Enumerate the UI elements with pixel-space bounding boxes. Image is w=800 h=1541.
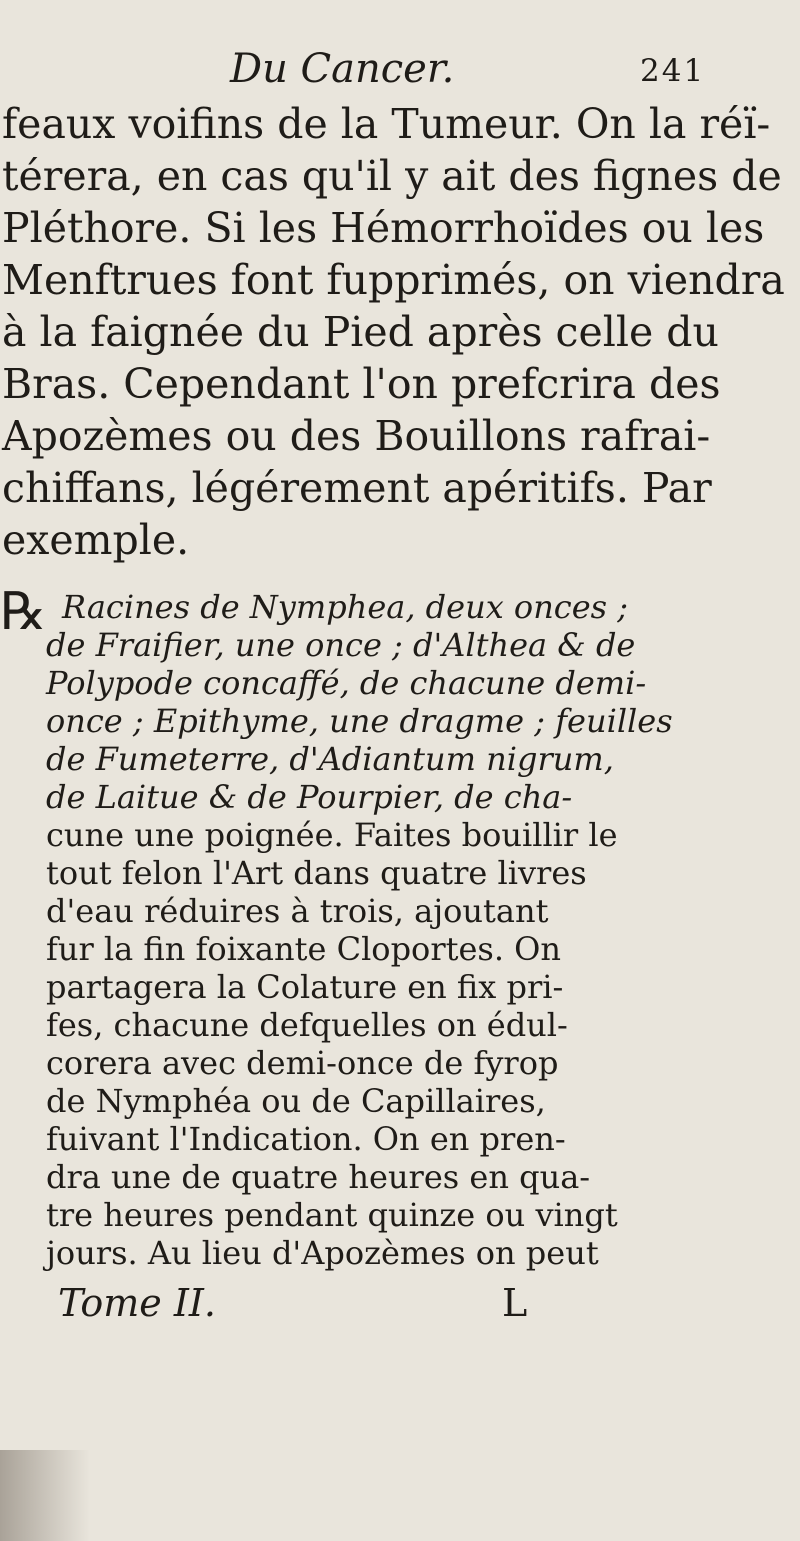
text-line: tout felon l'Art dans quatre livres <box>46 854 587 892</box>
text-line: partagera la Colature en fix pri- <box>46 968 564 1006</box>
text-line: de Laitue & de Pourpier, de cha- <box>46 778 573 816</box>
running-title: Du Cancer. <box>230 46 455 92</box>
text-line: corera avec demi-once de fyrop <box>46 1044 559 1082</box>
page-header <box>0 44 800 94</box>
text-line: Racines de Nymphea, deux onces ; <box>62 588 629 626</box>
text-line: à la faignée du Pied après celle du <box>2 308 719 356</box>
text-line: de Fumeterre, d'Adiantum nigrum, <box>46 740 614 778</box>
text-line: dra une de quatre heures en qua- <box>46 1158 591 1196</box>
text-line: Pléthore. Si les Hémorrhoïdes ou les <box>2 204 765 252</box>
page-edge-shadow <box>0 1450 90 1541</box>
page-number: 241 <box>640 53 706 89</box>
text-line: Menftrues font fupprimés, on viendra <box>2 256 785 304</box>
text-line: de Fraifier, une once ; d'Althea & de <box>46 626 636 664</box>
text-line: cune une poignée. Faites bouillir le <box>46 816 618 854</box>
page-footer <box>0 1278 800 1328</box>
text-line: feaux voifins de la Tumeur. On la réï- <box>2 100 771 148</box>
signature-mark: L <box>502 1281 528 1325</box>
text-line: fur la fin foixante Cloportes. On <box>46 930 562 968</box>
text-line: Bras. Cependant l'on prefcrira des <box>2 360 721 408</box>
text-line: d'eau réduires à trois, ajoutant <box>46 892 549 930</box>
text-line: exemple. <box>2 516 190 564</box>
text-line: de Nymphéa ou de Capillaires, <box>46 1082 546 1120</box>
text-line: chiffans, légérement apéritifs. Par <box>2 464 712 512</box>
text-line: once ; Epithyme, une dragme ; feuilles <box>46 702 673 740</box>
text-line: Apozèmes ou des Bouillons rafrai- <box>2 412 711 460</box>
signature: Tome II. <box>58 1281 216 1325</box>
text-line: tre heures pendant quinze ou vingt <box>46 1196 618 1234</box>
text-line: jours. Au lieu d'Apozèmes on peut <box>46 1234 599 1272</box>
text-line: fuivant l'Indication. On en pren- <box>46 1120 566 1158</box>
recipe-symbol: ℞ <box>0 582 47 642</box>
text-line: térera, en cas qu'il y ait des fignes de <box>2 152 782 200</box>
text-line: fes, chacune defquelles on édul- <box>46 1006 568 1044</box>
text-line: Polypode concaffé, de chacune demi- <box>46 664 647 702</box>
